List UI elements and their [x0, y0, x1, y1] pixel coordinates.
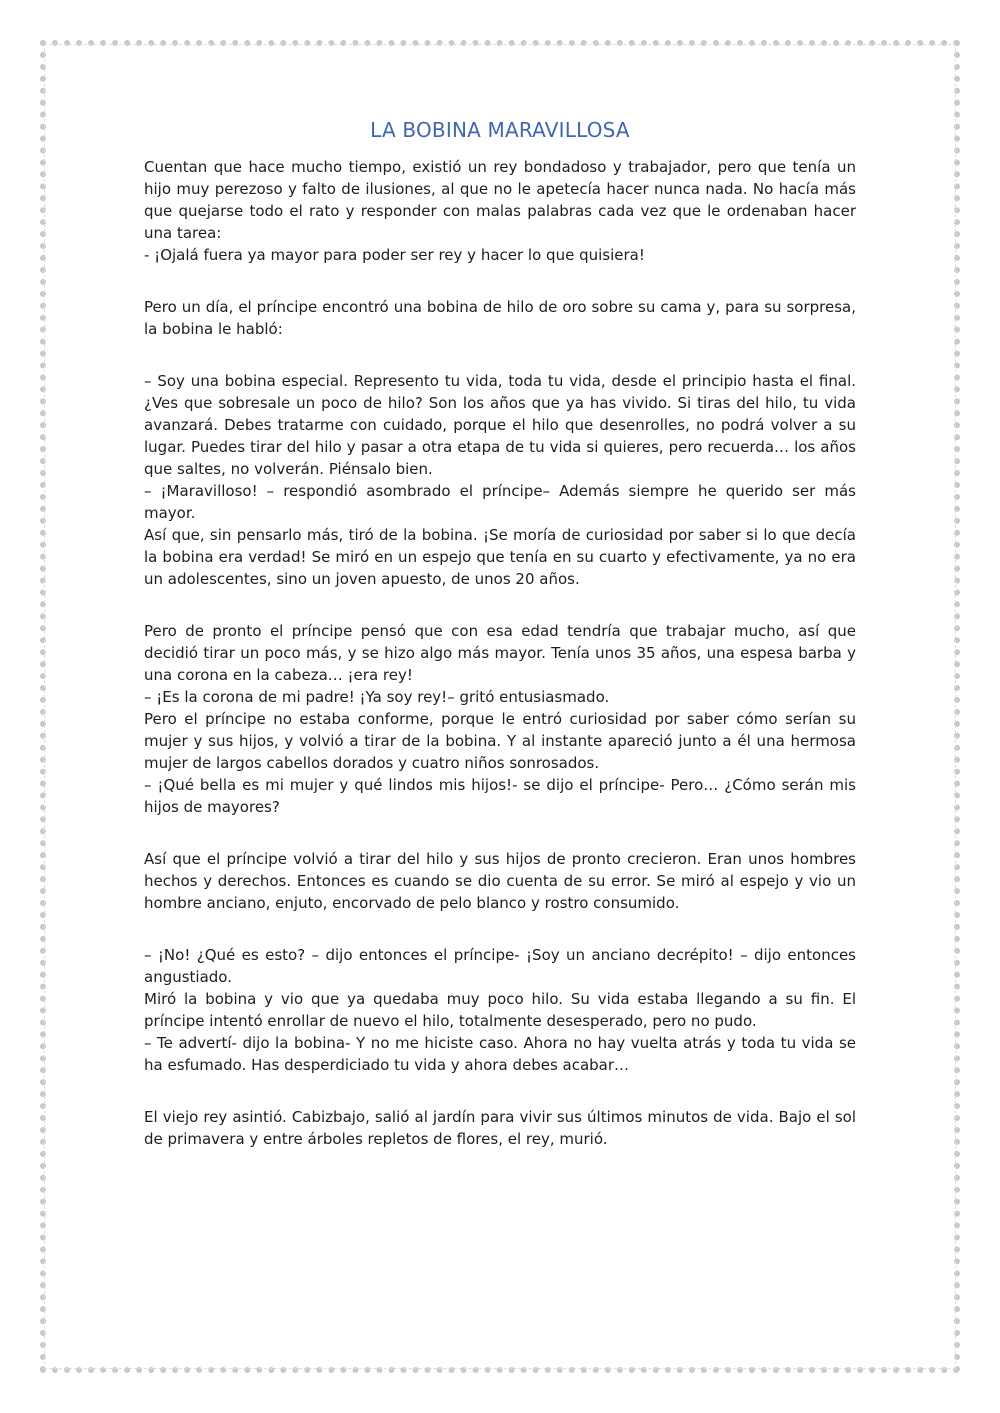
paragraph-line: Pero de pronto el príncipe pensó que con esa edad tendría que trabajar mucho, así que decidió tirar un poco más, y se hizo algo más mayor. Tenía unos 35 años, una espesa barba y una corona en la cabeza… ¡era rey! — [144, 622, 856, 684]
paragraph-7 — [144, 1106, 856, 1150]
paragraph-6 — [144, 944, 856, 1076]
paragraph-line: Así que, sin pensarlo más, tiró de la bobina. ¡Se moría de curiosidad por saber si lo que decía la bobina era verdad! Se miró en un espejo que tenía en su cuarto y efectivamente, ya no era un adolescentes, sino un joven apuesto, de unos 20 años. — [144, 526, 856, 588]
paragraph-line: – ¡Maravilloso! – respondió asombrado el príncipe– Además siempre he querido ser más mayor. — [144, 482, 856, 522]
paragraph-line: El viejo rey asintió. Cabizbajo, salió al jardín para vivir sus últimos minutos de vida. Bajo el sol de primavera y entre árboles repletos de flores, el rey, murió. — [144, 1108, 856, 1148]
paragraph-4 — [144, 620, 856, 818]
paragraph-2 — [144, 296, 856, 340]
page-title: LA BOBINA MARAVILLOSA — [370, 118, 630, 142]
paragraph-line: – Te advertí- dijo la bobina- Y no me hiciste caso. Ahora no hay vuelta atrás y toda tu vida se ha esfumado. Has desperdiciado tu vida y ahora debes acabar… — [144, 1034, 856, 1074]
paragraph-line: – ¡No! ¿Qué es esto? – dijo entonces el príncipe- ¡Soy un anciano decrépito! – dijo entonces angustiado. — [144, 946, 856, 986]
paragraph-line: – ¡Es la corona de mi padre! ¡Ya soy rey!– gritó entusiasmado. — [144, 688, 610, 706]
paragraph-line: – ¡Qué bella es mi mujer y qué lindos mis hijos!- se dijo el príncipe- Pero… ¿Cómo serán mis hijos de mayores? — [144, 776, 856, 816]
paragraph-line: - ¡Ojalá fuera ya mayor para poder ser rey y hacer lo que quisiera! — [144, 246, 645, 264]
paragraph-line: Cuentan que hace mucho tiempo, existió un rey bondadoso y trabajador, pero que tenía un hijo muy perezoso y falto de ilusiones, al que no le apetecía hacer nunca nada. No hacía más que quejarse todo el rato y responder con malas palabras cada vez que le ordenaban hacer una tarea: — [144, 158, 856, 242]
paragraph-3 — [144, 370, 856, 590]
paragraph-line: Así que el príncipe volvió a tirar del hilo y sus hijos de pronto crecieron. Eran unos hombres hechos y derechos. Entonces es cuando se dio cuenta de su error. Se miró al espejo y vio un hombre anciano, enjuto, encorvado de pelo blanco y rostro consumido. — [144, 850, 856, 912]
paragraph-5 — [144, 848, 856, 914]
paragraph-line: Pero un día, el príncipe encontró una bobina de hilo de oro sobre su cama y, para su sorpresa, la bobina le habló: — [144, 298, 856, 338]
story-body — [144, 156, 856, 1180]
paragraph-line: Miró la bobina y vio que ya quedaba muy poco hilo. Su vida estaba llegando a su fin. El príncipe intentó enrollar de nuevo el hilo, totalmente desesperado, pero no pudo. — [144, 990, 856, 1030]
paragraph-line: – Soy una bobina especial. Represento tu vida, toda tu vida, desde el principio hasta el final. ¿Ves que sobresale un poco de hilo? Son los años que ya has vivido. Si tiras del hilo, tu vida avanzará. Debes tratarme con cuidado, porque el hilo que desenrolles, no podrá volver a su lugar. Puedes tirar del hilo y pasar a otra etapa de tu vida si quieres, pero recuerda… los años que saltes, no volverán. Piénsalo bien. — [144, 372, 856, 478]
paragraph-line: Pero el príncipe no estaba conforme, porque le entró curiosidad por saber cómo serían su mujer y sus hijos, y volvió a tirar de la bobina. Y al instante apareció junto a él una hermosa mujer de largos cabellos dorados y cuatro niños sonrosados. — [144, 710, 856, 772]
paragraph-1 — [144, 156, 856, 266]
